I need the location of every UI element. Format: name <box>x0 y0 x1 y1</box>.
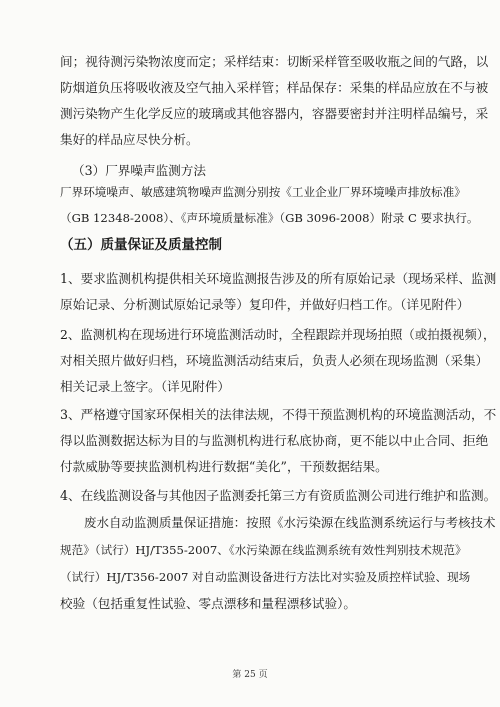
paragraph-line: 相关记录上签字。（详见附件） <box>60 379 231 394</box>
paragraph-line: 废水自动监测质量保证措施：按照《水污染源在线监测系统运行与考核技术 <box>84 515 496 530</box>
paragraph-line: 防烟道负压将吸收液及空气抽入采样管；样品保存：采集的样品应放在不与被 <box>60 80 489 95</box>
paragraph-line: 规范》（试行）HJ/T355-2007、《水污染源在线监测系统有效性判别技术规范》 <box>60 543 467 557</box>
paragraph-line: 对相关照片做好归档，环境监测活动结束后，负责人必须在现场监测（采集） <box>60 353 489 368</box>
paragraph-line: （试行）HJ/T356-2007 对自动监测设备进行方法比对实验及质控样试验、现场 <box>60 570 471 584</box>
paragraph-line: 得以监测数据达标为目的与监测机构进行私底协商，更不能以中止合同、拒绝 <box>60 433 489 448</box>
paragraph-line: 付款威胁等要挟监测机构进行数据“美化”，干预数据结果。 <box>60 459 388 474</box>
paragraph-line: 集好的样品应尽快分析。 <box>60 132 199 147</box>
paragraph-line: 2、监测机构在现场进行环境监测活动时，全程跟踪并现场拍照（或拍摄视频）， <box>60 327 496 342</box>
paragraph-line: 3、严格遵守国家环保相关的法律法规，不得干预监测机构的环境监测活动，不 <box>60 407 497 422</box>
subsection-title: （3）厂界噪声监测方法 <box>72 163 206 178</box>
page-number: 第 25 页 <box>232 670 268 680</box>
section-heading: （五）质量保证及质量控制 <box>60 237 222 253</box>
paragraph-line: 1、要求监测机构提供相关环境监测报告涉及的所有原始记录（现场采样、监测 <box>60 271 497 286</box>
paragraph-line: 4、在线监测设备与其他因子监测委托第三方有资质监测公司进行维护和监测。 <box>60 488 497 503</box>
paragraph-line: 原始记录、分析测试原始记录等）复印件，并做好归档工作。（详见附件） <box>60 297 470 312</box>
paragraph-line: （GB 12348-2008）、《声环境质量标准》（GB 3096-2008）附录 C 要求执行。 <box>60 211 479 225</box>
paragraph-line: 测污染物产生化学反应的玻璃或其他容器内，容器要密封并注明样品编号，采 <box>60 106 489 121</box>
paragraph-line: 间；视待测污染物浓度而定；采样结束：切断采样管至吸收瓶之间的气路，以 <box>60 54 489 69</box>
paragraph-line: 厂界环境噪声、敏感建筑物噪声监测分别按《工业企业厂界环境噪声排放标准》 <box>60 185 466 199</box>
paragraph-line: 校验（包括重复性试验、零点漂移和量程漂移试验）。 <box>60 596 356 611</box>
